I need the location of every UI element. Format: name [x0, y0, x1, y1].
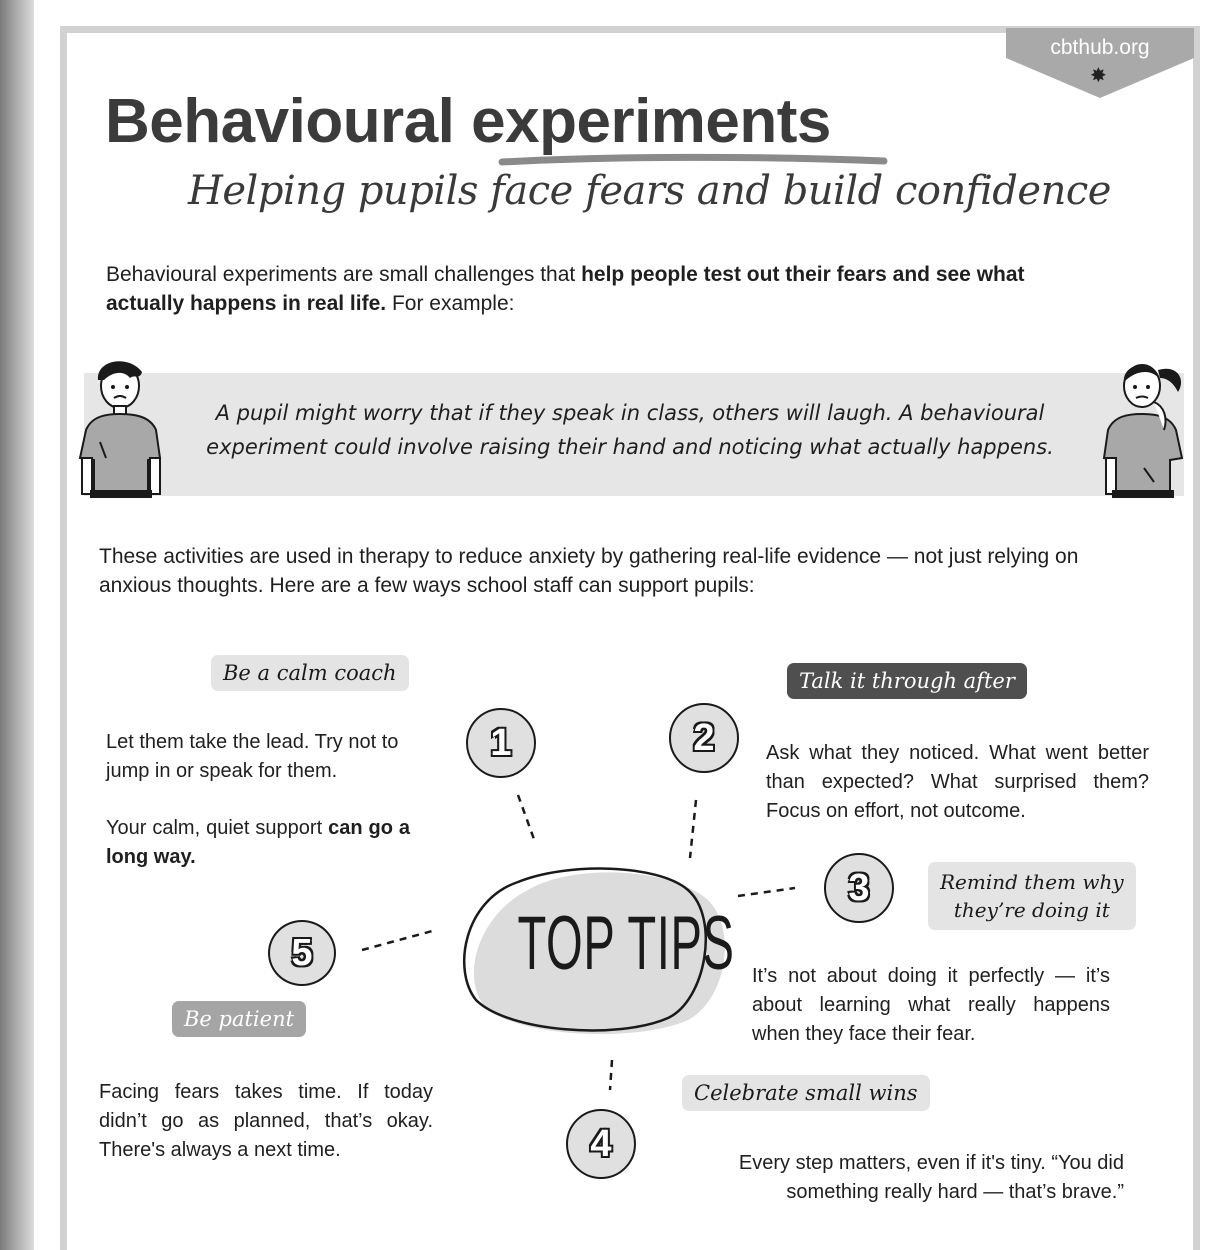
page-subtitle: Helping pupils face fears and build confidence — [188, 168, 1111, 214]
tip-4-text: Every step matters, even if it's tiny. “You did something really hard — that’s brave.” — [738, 1152, 1124, 1203]
top-tips-title: TOP TIPS — [517, 901, 735, 986]
tip-1-number: 1 — [466, 708, 536, 778]
tip-1-text-2: Your calm, quiet support can go a long way. — [106, 817, 410, 868]
tip-5-number: 5 — [268, 920, 336, 986]
tip-4-number: 4 — [566, 1109, 636, 1179]
tip-2-label: Talk it through after — [787, 663, 1027, 699]
example-quote: A pupil might worry that if they speak in class, others will laugh. A behavioural experiment could involve raising their hand and noticing what actually happens. — [206, 401, 1054, 459]
tip-2-number: 2 — [669, 703, 739, 773]
brand-site[interactable]: cbthub.org — [1050, 36, 1150, 59]
tip-5-label: Be patient — [172, 1001, 306, 1037]
context-paragraph: These activities are used in therapy to reduce anxiety by gathering real-life evidence — not just relying on anxious thoughts. Here are a few ways school staff can support pupils: — [99, 545, 1079, 597]
tip-1-text: Let them take the lead. Try not to jump in or speak for them. — [106, 731, 399, 782]
tip-3-text: It’s not about doing it perfectly — it’s about learning what really happens when they face their fear. — [752, 965, 1110, 1045]
tip-4-label: Celebrate small wins — [682, 1075, 930, 1111]
star-icon: ✸ — [1090, 65, 1107, 87]
tip-3-label: Remind them why they’re doing it — [928, 862, 1136, 930]
tip-5-text: Facing fears takes time. If today didn’t go as planned, that’s okay. There's always a next time. — [99, 1081, 433, 1161]
page-title: Behavioural experiments — [105, 87, 831, 156]
intro-paragraph: Behavioural experiments are small challenges that help people test out their fears and see what actually happens in real life. For example: — [106, 263, 1025, 315]
tip-2-text: Ask what they noticed. What went better than expected? What surprised them? Focus on effort, not outcome. — [766, 742, 1149, 822]
tip-1-label: Be a calm coach — [211, 655, 409, 691]
tip-3-number: 3 — [824, 853, 894, 923]
